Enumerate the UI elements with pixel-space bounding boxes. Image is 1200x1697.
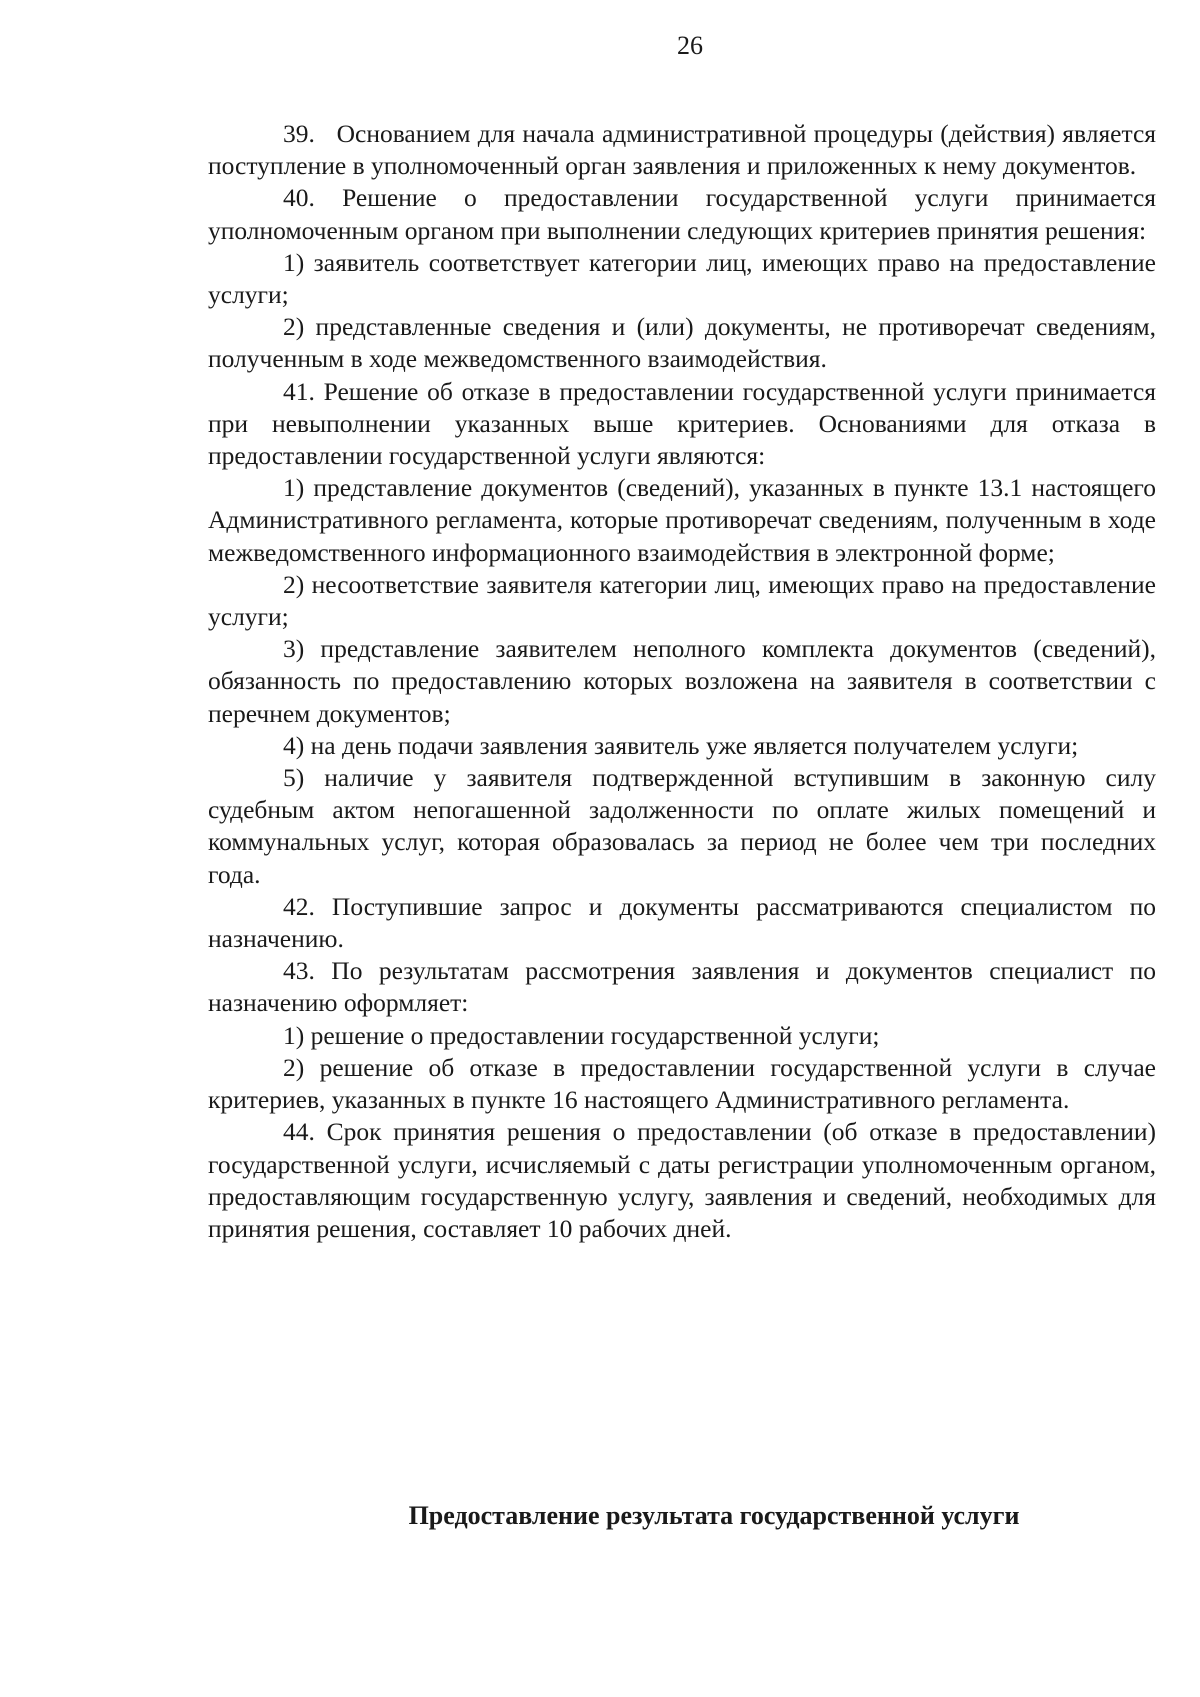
paragraph-43-item-1: 1) решение о предоставлении государственной услуги; bbox=[283, 1020, 880, 1050]
document-body bbox=[208, 118, 1156, 1245]
paragraph-39: 39. Основанием для начала административной процедуры (действия) является поступление в уполномоченный орган заявления и приложенных к нему документов. bbox=[208, 119, 1156, 181]
paragraph-44: 44. Срок принятия решения о предоставлении (об отказе в предоставлении) государственной услуги, исчисляемый с даты регистрации уполномоченным органом, предоставляющим государственную услугу, заявления и сведений, необходимых для принятия решения, составляет 10 рабочих дней. bbox=[208, 1117, 1156, 1243]
paragraph-40-item-1: 1) заявитель соответствует категории лиц, имеющих право на предоставление услуги; bbox=[208, 247, 1156, 310]
paragraph-43-item-2: 2) решение об отказе в предоставлении государственной услуги в случае критериев, указанных в пункте 16 настоящего Административного регламента. bbox=[208, 1052, 1156, 1115]
paragraph-42: 42. Поступившие запрос и документы рассматриваются специалистом по назначению. bbox=[208, 891, 1156, 954]
page-number: 26 bbox=[677, 31, 703, 60]
paragraph-41-item-5: 5) наличие у заявителя подтвержденной вступившим в законную силу судебным актом непогашенной задолженности по оплате жилых помещений и коммунальных услуг, которая образовалась за период не более чем три последних года. bbox=[208, 763, 1156, 889]
paragraph-41: 41. Решение об отказе в предоставлении государственной услуги принимается при невыполнении указанных выше критериев. Основаниями для отказа в предоставлении государственной услуги являются: bbox=[208, 376, 1156, 471]
paragraph-41-item-4: 4) на день подачи заявления заявитель уже является получателем услуги; bbox=[283, 730, 1079, 760]
paragraph-43: 43. По результатам рассмотрения заявления и документов специалист по назначению оформляет: bbox=[208, 956, 1156, 1018]
paragraph-41-item-1: 1) представление документов (сведений), указанных в пункте 13.1 настоящего Административного регламента, которые противоречат сведениям, полученным в ходе межведомственного информационного взаимодействия в электронной форме; bbox=[208, 473, 1156, 567]
paragraph-41-item-2: 2) несоответствие заявителя категории лиц, имеющих право на предоставление услуги; bbox=[208, 569, 1156, 632]
paragraph-40: 40. Решение о предоставлении государственной услуги принимается уполномоченным органом при выполнении следующих критериев принятия решения: bbox=[208, 183, 1156, 245]
section-heading: Предоставление результата государственной услуги bbox=[408, 1501, 1020, 1530]
paragraph-40-item-2: 2) представленные сведения и (или) документы, не противоречат сведениям, полученным в ходе межведомственного взаимодействия. bbox=[208, 312, 1156, 374]
paragraph-41-item-3: 3) представление заявителем неполного комплекта документов (сведений), обязанность по предоставлению которых возложена на заявителя в соответствии с перечнем документов; bbox=[208, 634, 1156, 728]
